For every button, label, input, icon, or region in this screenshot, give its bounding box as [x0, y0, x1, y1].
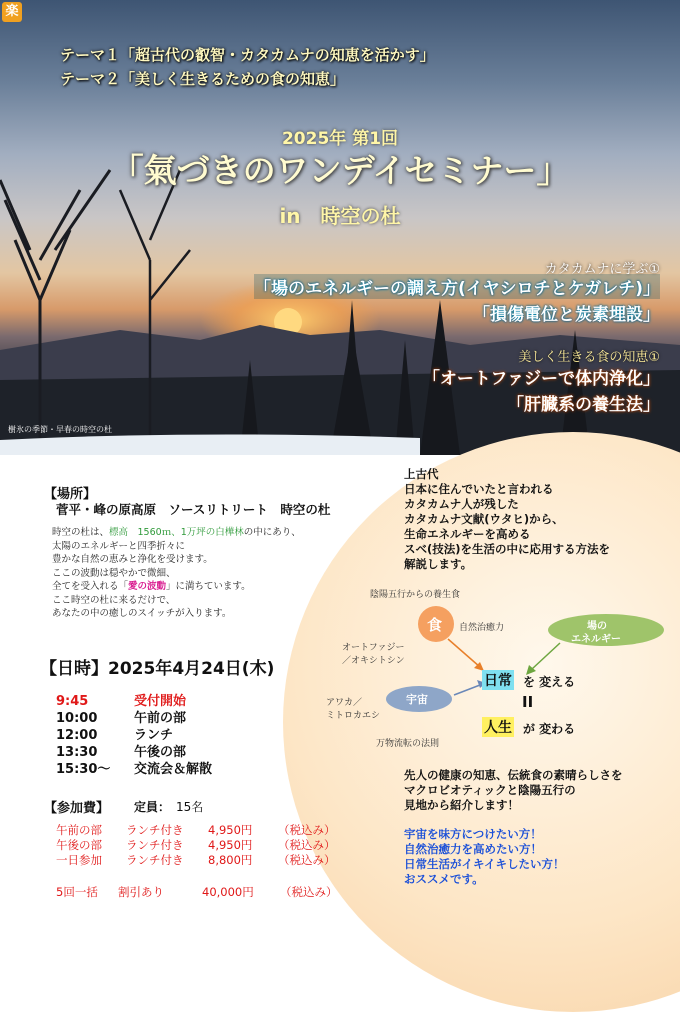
- awaka-line2: ミトロカエシ: [326, 711, 381, 721]
- food-subtitle: 美しく生きる食の知恵①: [518, 350, 660, 365]
- life-suffix: が 変わる: [523, 722, 576, 736]
- schedule-row: 13:30 午後の部: [56, 745, 187, 760]
- schedule-row: 9:45 受付開始: [56, 694, 187, 709]
- fee-bundle: 5回一括 割引あり 40,000円 （税込み）: [56, 885, 338, 899]
- katakamuna-topic-1: 「場のエネルギーの調え方(イヤシロチとケガレチ)」: [254, 274, 660, 299]
- schedule-row: 10:00 午前の部: [56, 711, 187, 726]
- autophagy-line2: ／オキシトシン: [342, 656, 405, 666]
- closing-text: 先人の健康の知恵、伝統食の素晴らしさを マクロビオティックと陰陽五行の 見地から紹介します！: [404, 768, 623, 812]
- food-char: 食: [427, 616, 443, 634]
- fee-row: 午前の部 ランチ付き 4,950円 （税込み）: [56, 823, 336, 837]
- arrow-cosmos: [454, 685, 480, 695]
- cosmos-label: 宇宙: [406, 693, 428, 706]
- photo-caption: 樹氷の季節・早春の時空の杜: [8, 425, 112, 434]
- capacity: 定員： 15名: [134, 800, 204, 814]
- fee-row: 一日参加 ランチ付き 8,800円 （税込み）: [56, 853, 336, 867]
- fee-label: 【参加費】: [44, 801, 110, 816]
- schedule-row: 15:30～ 交流会＆解散: [56, 762, 213, 777]
- schedule-row: 12:00 ランチ: [56, 728, 174, 743]
- fee-row: 午後の部 ランチ付き 4,950円 （税込み）: [56, 838, 336, 852]
- seminar-title: 「氣づきのワンデイセミナー」: [110, 151, 570, 190]
- daily-suffix: を 変える: [523, 675, 576, 689]
- year-line: 2025年 第1回: [281, 129, 399, 149]
- diagram-top-label: 陰陽五行からの養生食: [370, 590, 461, 600]
- natural-healing: 自然治癒力: [459, 623, 505, 633]
- place-label: 【場所】: [44, 487, 97, 502]
- theme-1: テーマ１「超古代の叡智・カタカムナの知恵を活かす」: [60, 46, 435, 64]
- field-energy-line1: 場の: [587, 621, 607, 632]
- theme-2: テーマ２「美しく生きるための食の知恵」: [60, 70, 346, 88]
- place-description: 時空の杜は、標高 1560ｍ、1万坪の白樺林の中にあり、 太陽のエネルギーと四季折々に 豊かな自然の恵みと浄化を受けます。 ここの波動は穏やかで微細、 全てを受入れる「愛の波動」に満ちています。 ここ時空の杜に来るだけで、 あなたの中の癒しのスイッチが入ります。: [52, 527, 301, 619]
- intro-text: 上古代 日本に住んでいたと言われる カタカムナ人が残した カタカムナ文献(ウタヒ)から、 生命エネルギーを高める スベ(技法)を生活の中に応用する方法を 解説します。: [404, 467, 611, 571]
- place-address: 菅平・峰の原高原 ソースリトリート 時空の杜: [56, 502, 331, 517]
- equals-sign: II: [522, 693, 534, 711]
- katakamuna-topic-2: 「損傷電位と炭素埋設」: [473, 305, 660, 325]
- katakamuna-subtitle: カタカムナに学ぶ①: [544, 262, 660, 277]
- food-topic-1: 「オートファジーで体内浄化」: [422, 369, 660, 389]
- autophagy-line1: オートファジー: [342, 643, 405, 653]
- arrow-field: [532, 643, 560, 669]
- daily-life-label: 日常: [482, 670, 514, 690]
- brand-logo: 楽: [2, 2, 22, 22]
- food-topic-2: 「肝臓系の養生法」: [507, 395, 660, 415]
- diagram-bottom-label: 万物流転の法則: [376, 739, 440, 749]
- awaka-line1: アワカ／: [326, 698, 363, 708]
- venue-title: in 時空の杜: [279, 204, 401, 228]
- recommend-text: 宇宙を味方につけたい方！ 自然治癒力を高めたい方！ 日常生活がイキイキしたい方！ おススメです。: [404, 827, 565, 886]
- arrow-food: [448, 639, 480, 667]
- field-energy-line2: エネルギー: [571, 634, 621, 645]
- life-label: 人生: [482, 717, 514, 737]
- date-line: 【日時】2025年4月24日(木): [40, 659, 275, 679]
